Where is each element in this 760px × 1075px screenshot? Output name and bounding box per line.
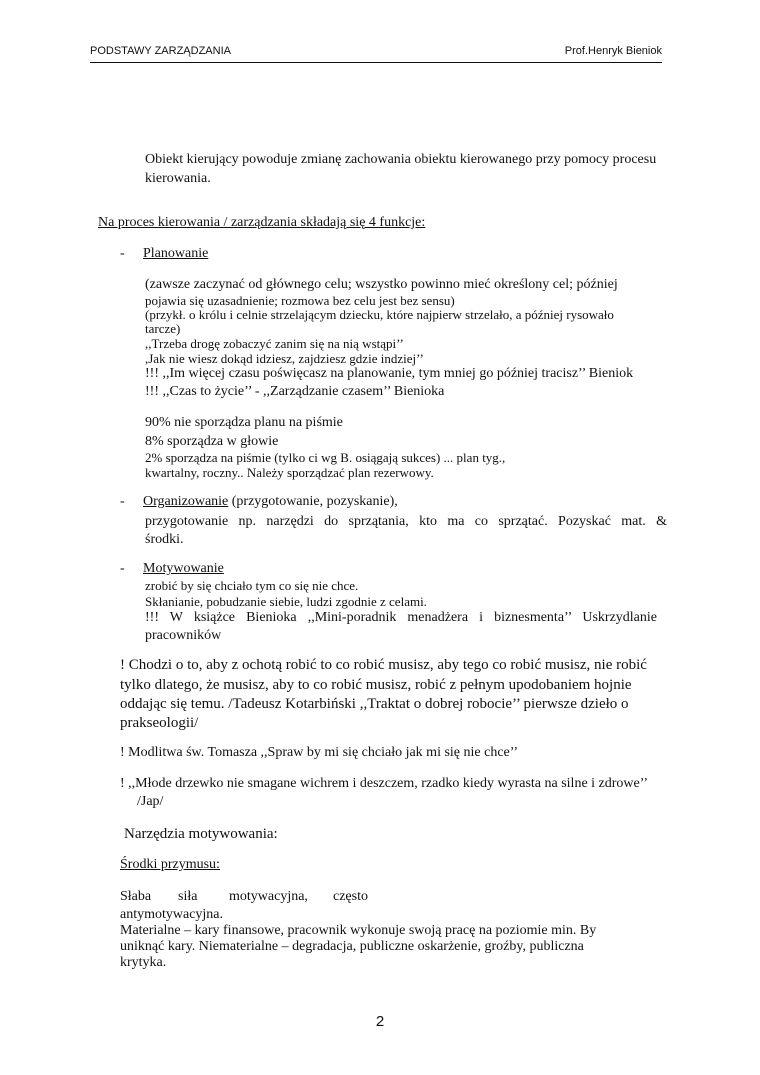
quote-line: /Jap/: [137, 794, 164, 809]
organizing-dash: -: [120, 494, 125, 509]
planning-stat: kwartalny, roczny.. Należy sporządzać plan rezerwowy.: [145, 465, 434, 480]
planning-stat: 90% nie sporządza planu na piśmie: [145, 415, 343, 430]
page-header: [90, 44, 662, 63]
quote-line: ! ,,Młode drzewko nie smagane wichrem i deszczem, rzadko kiedy wyrasta na silne i zdrowe’’: [120, 776, 649, 791]
coercion-heading: Środki przymusu:: [120, 857, 220, 872]
planning-line: ,,Trzeba drogę zobaczyć zanim się na nią wstąpi’’: [145, 336, 404, 351]
coercion-line: uniknąć kary. Niematerialne – degradacja, publiczne oskarżenie, groźby, publiczna: [120, 939, 584, 954]
motivating-dash: -: [120, 561, 125, 576]
header-title: PODSTAWY ZARZĄDZANIA: [90, 45, 231, 57]
planning-stat: 8% sporządza w głowie: [145, 434, 279, 449]
coercion-line: krytyka.: [120, 955, 167, 970]
coercion-word: motywacyjna,: [229, 889, 308, 904]
section-heading: Na proces kierowania / zarządzania składają się 4 funkcje:: [98, 215, 426, 230]
quote-line: ! Chodzi o to, aby z ochotą robić to co robić musisz, aby tego co robić musisz, nie robić: [120, 657, 647, 673]
coercion-word: Słaba: [120, 889, 152, 904]
planning-line: pojawia się uzasadnienie; rozmowa bez celu jest bez sensu): [145, 293, 455, 308]
quote-line: prakseologii/: [120, 715, 199, 731]
coercion-line: antymotywacyjna.: [120, 907, 224, 922]
quote-line: ! Modlitwa św. Tomasza ,,Spraw by mi się chciało jak mi się nie chce’’: [120, 745, 519, 760]
tools-heading: Narzędzia motywowania:: [124, 826, 278, 842]
organizing-title-suffix: (przygotowanie, pozyskanie),: [228, 494, 398, 509]
planning-stat: 2% sporządza na piśmie (tylko ci wg B. osiągają sukces) ... plan tyg.,: [145, 450, 506, 465]
quote-line: oddając się temu. /Tadeusz Kotarbiński ,,Traktat o dobrej robocie’’ pierwsze dzieło o: [120, 696, 629, 712]
organizing-line: środki.: [145, 532, 184, 547]
planning-dash: -: [120, 246, 125, 261]
planning-line: (przykł. o królu i celnie strzelającym dziecku, które najpierw strzelało, a później rysowało: [145, 307, 614, 322]
intro-line-1: Obiekt kierujący powoduje zmianę zachowania obiektu kierowanego przy pomocy procesu: [145, 152, 657, 167]
page-number: 2: [375, 1013, 385, 1030]
organizing-line-justified: [145, 514, 667, 530]
organizing-line: przygotowanie np. narzędzi do sprzątania, kto ma co sprzątać. Pozyskać mat. &: [145, 514, 667, 529]
motivating-line: pracowników: [145, 628, 222, 643]
intro-line-2: kierowania.: [145, 171, 211, 186]
organizing-title: Organizowanie: [143, 494, 229, 509]
motivating-line: Skłanianie, pobudzanie siebie, ludzi zgodnie z celami.: [145, 594, 427, 609]
coercion-word: często: [333, 889, 368, 904]
organizing-heading: [143, 494, 398, 510]
planning-line: !!! ,,Czas to życie’’ - ,,Zarządzanie czasem’’ Bienioka: [145, 384, 445, 399]
planning-title: Planowanie: [143, 246, 209, 261]
coercion-word: siła: [178, 889, 198, 904]
planning-line: ,Jak nie wiesz dokąd idziesz, zajdziesz gdzie indziej’’: [145, 351, 424, 366]
planning-line: !!! ,,Im więcej czasu poświęcasz na planowanie, tym mniej go później tracisz’’ Bieniok: [145, 366, 634, 381]
motivating-title: Motywowanie: [143, 561, 224, 576]
quote-line: tylko dlatego, że musisz, aby to co robić musisz, robić z pełnym upodobaniem hojnie: [120, 677, 632, 693]
motivating-line: zrobić by się chciało tym co się nie chce.: [145, 578, 359, 593]
motivating-line: !!! W książce Bienioka ,,Mini-poradnik menadżera i biznesmenta’’ Uskrzydlanie: [145, 610, 657, 625]
coercion-line: Materialne – kary finansowe, pracownik wykonuje swoją pracę na poziomie min. By: [120, 923, 597, 938]
planning-line: tarcze): [145, 321, 181, 336]
planning-line: (zawsze zaczynać od głównego celu; wszystko powinno mieć określony cel; później: [145, 277, 618, 292]
motivating-line-justified: [145, 610, 657, 626]
header-author: Prof.Henryk Bieniok: [564, 45, 662, 57]
